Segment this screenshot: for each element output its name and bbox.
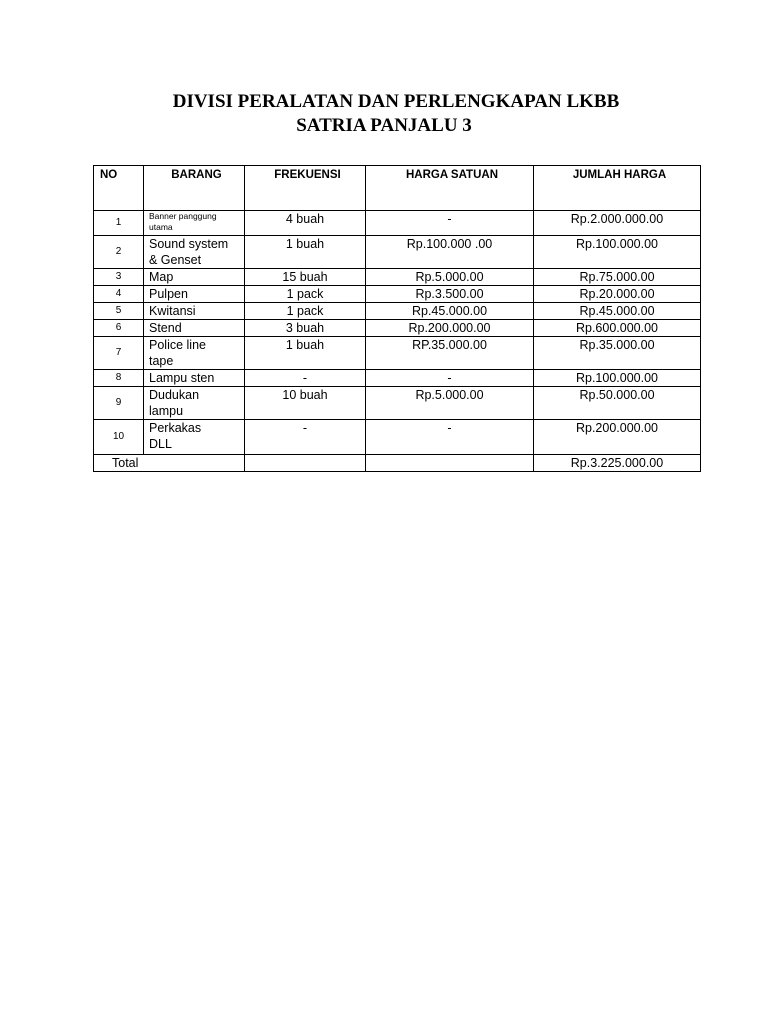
cell-barang: Pulpen [144,286,245,303]
cell-no: 3 [94,269,144,286]
cell-jumlah-harga: Rp.20.000.00 [534,286,701,303]
barang-line-1: Banner panggung [149,211,217,221]
barang-line-1: Police line [149,338,206,352]
cell-harga-satuan: Rp.200.000.00 [366,320,534,337]
cell-frekuensi: - [245,420,366,455]
cell-no: 8 [94,370,144,387]
cell-no: 5 [94,303,144,320]
cell-frekuensi: 1 buah [245,337,366,370]
cell-frekuensi: 1 pack [245,303,366,320]
cell-frekuensi: 4 buah [245,211,366,236]
cell-frekuensi: - [245,370,366,387]
cell-harga-satuan: - [366,370,534,387]
cell-jumlah-harga: Rp.600.000.00 [534,320,701,337]
cell-harga-satuan: Rp.5.000.00 [366,269,534,286]
cell-barang: Stend [144,320,245,337]
table-row [94,236,701,269]
cell-jumlah-harga: Rp.2.000.000.00 [534,211,701,236]
table-row [94,370,701,387]
table-row [94,286,701,303]
table-row [94,303,701,320]
table-row [94,420,701,455]
cell-jumlah-harga: Rp.75.000.00 [534,269,701,286]
cell-barang: Kwitansi [144,303,245,320]
table-row [94,337,701,370]
total-label: Total [94,455,245,472]
barang-line-2: & Genset [149,253,202,267]
header-jumlah-harga: JUMLAH HARGA [534,166,701,211]
cell-harga-satuan: Rp.100.000 .00 [366,236,534,269]
cell-jumlah-harga: Rp.200.000.00 [534,420,701,455]
cell-barang [144,420,245,455]
barang-line-2: tape [149,354,174,368]
cell-harga-satuan: - [366,420,534,455]
table-row [94,269,701,286]
cell-barang [144,236,245,269]
barang-line-1: Dudukan [149,388,200,402]
cell-jumlah-harga: Rp.35.000.00 [534,337,701,370]
cell-harga-satuan: Rp.5.000.00 [366,387,534,420]
cell-barang [144,337,245,370]
table-row [94,211,701,236]
cell-frekuensi: 3 buah [245,320,366,337]
header-harga-satuan: HARGA SATUAN [366,166,534,211]
cell-jumlah-harga: Rp.50.000.00 [534,387,701,420]
table-row [94,320,701,337]
table-header-row [94,166,701,211]
cell-no: 1 [94,211,144,236]
header-frekuensi: FREKUENSI [245,166,366,211]
cell-harga-satuan: Rp.45.000.00 [366,303,534,320]
barang-line-1: Perkakas [149,421,202,435]
cell-jumlah-harga: Rp.100.000.00 [534,370,701,387]
barang-line-1: Sound system [149,237,229,251]
table-row [94,387,701,420]
cell-harga-satuan: RP.35.000.00 [366,337,534,370]
header-no: NO [94,166,144,211]
cell-jumlah-harga: Rp.100.000.00 [534,236,701,269]
equipment-table [93,165,701,472]
cell-jumlah-harga: Rp.45.000.00 [534,303,701,320]
cell-harga-satuan: - [366,211,534,236]
cell-no: 9 [94,387,144,420]
total-harga-satuan-empty [366,455,534,472]
barang-line-2: utama [149,222,173,232]
cell-harga-satuan: Rp.3.500.00 [366,286,534,303]
cell-no: 7 [94,337,144,370]
header-barang: BARANG [144,166,245,211]
cell-frekuensi: 1 pack [245,286,366,303]
document-title-line-2: SATRIA PANJALU 3 [296,115,472,136]
total-frekuensi-empty [245,455,366,472]
total-row [94,455,701,472]
cell-no: 6 [94,320,144,337]
cell-no: 2 [94,236,144,269]
total-jumlah-harga: Rp.3.225.000.00 [534,455,701,472]
cell-frekuensi: 15 buah [245,269,366,286]
cell-barang: Lampu sten [144,370,245,387]
cell-frekuensi: 10 buah [245,387,366,420]
barang-line-2: lampu [149,404,184,418]
cell-barang [144,211,245,236]
cell-no: 10 [94,420,144,455]
cell-barang [144,387,245,420]
document-title-line-1: DIVISI PERALATAN DAN PERLENGKAPAN LKBB [172,91,620,112]
cell-barang: Map [144,269,245,286]
cell-no: 4 [94,286,144,303]
cell-frekuensi: 1 buah [245,236,366,269]
barang-line-2: DLL [149,437,172,451]
